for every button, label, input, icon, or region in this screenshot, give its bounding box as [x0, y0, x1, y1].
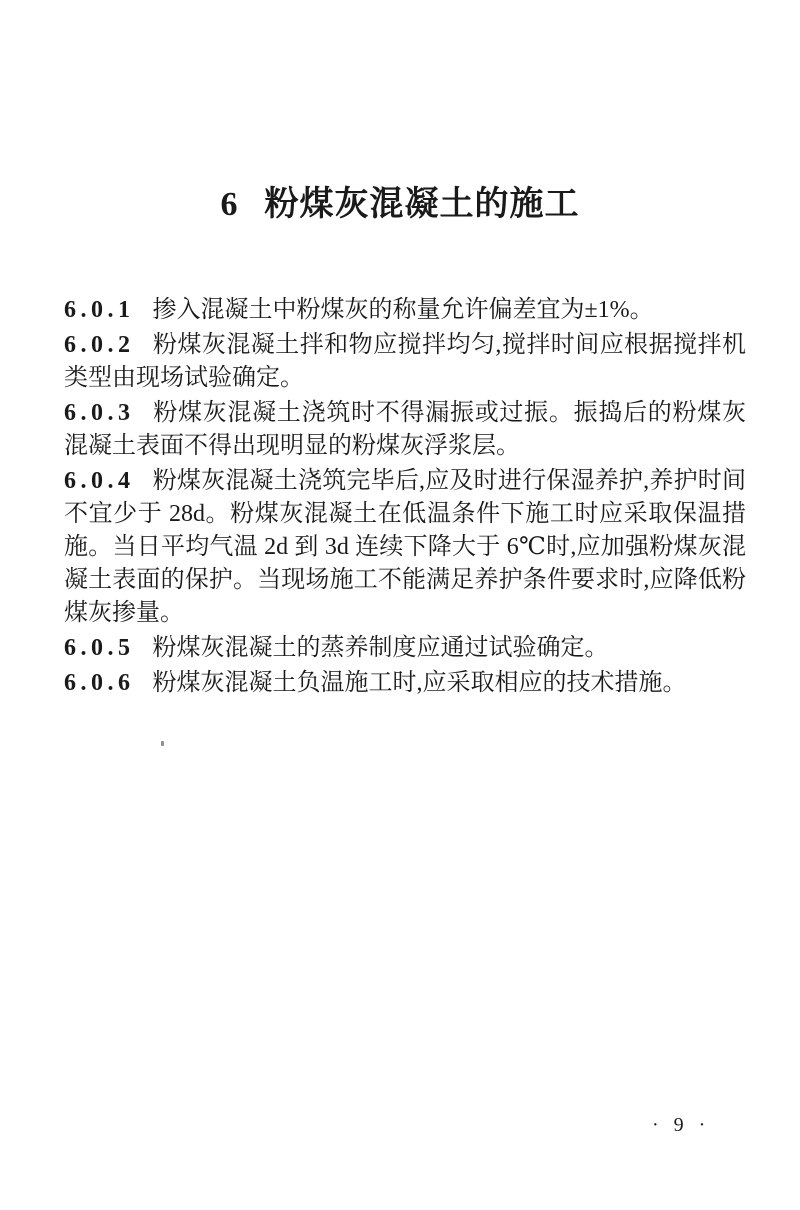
- clause-number: 6.0.1: [64, 297, 135, 323]
- clause-item: [64, 667, 746, 700]
- scan-artifact-speck: [161, 741, 164, 746]
- clause-text: 粉煤灰混凝土浇筑时不得漏振或过振。振捣后的粉煤灰混凝土表面不得出现明显的粉煤灰浮浆层。: [64, 400, 746, 459]
- chapter-number: 6: [220, 186, 239, 223]
- clause-item: [64, 294, 746, 327]
- clause-number: 6.0.6: [64, 670, 135, 696]
- clause-number: 6.0.5: [64, 635, 135, 661]
- chapter-title: [0, 184, 800, 226]
- clause-item: [64, 465, 746, 630]
- clause-item: [64, 329, 746, 395]
- clause-number: 6.0.3: [64, 400, 135, 426]
- clause-number: 6.0.4: [64, 468, 135, 494]
- clause-item: [64, 397, 746, 463]
- clause-number: 6.0.2: [64, 332, 135, 358]
- clause-text: 粉煤灰混凝土浇筑完毕后,应及时进行保湿养护,养护时间不宜少于 28d。粉煤灰混凝土在低温条件下施工时应采取保温措施。当日平均气温 2d 到 3d 连续下降大于 6℃时,应加强粉煤灰混凝土表面的保护。当现场施工不能满足养护条件要求时,应降低粉煤灰掺量。: [64, 468, 746, 626]
- chapter-title-text: 粉煤灰混凝土的施工: [264, 186, 580, 223]
- clause-item: [64, 632, 746, 665]
- clauses-block: [64, 294, 746, 700]
- clause-text: 粉煤灰混凝土负温施工时,应采取相应的技术措施。: [152, 670, 687, 696]
- clause-text: 掺入混凝土中粉煤灰的称量允许偏差宜为±1%。: [152, 297, 654, 323]
- page-number: · 9 ·: [652, 1114, 711, 1136]
- clause-text: 粉煤灰混凝土拌和物应搅拌均匀,搅拌时间应根据搅拌机类型由现场试验确定。: [64, 332, 746, 391]
- clause-text: 粉煤灰混凝土的蒸养制度应通过试验确定。: [152, 635, 609, 661]
